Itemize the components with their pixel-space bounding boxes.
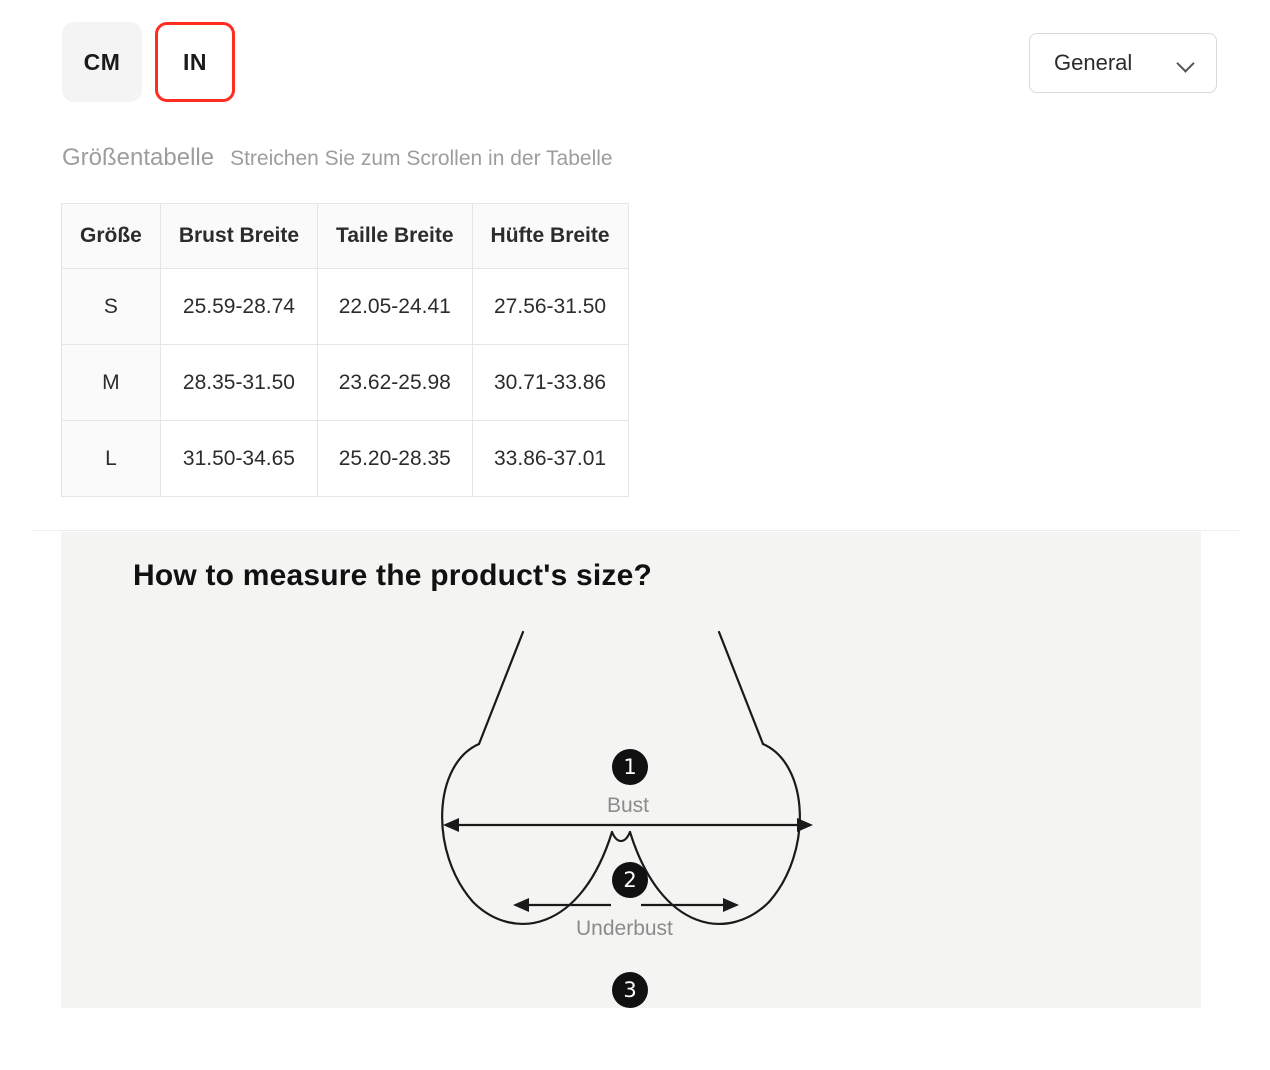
table-cell-size: S xyxy=(62,269,161,345)
table-cell-size: M xyxy=(62,345,161,421)
unit-button-in-label: IN xyxy=(183,48,207,75)
table-cell-size: L xyxy=(62,421,161,497)
step-badge-1: 1 xyxy=(612,749,648,785)
table-cell: 31.50-34.65 xyxy=(160,421,317,497)
measurement-guide-image xyxy=(61,532,1201,1008)
table-cell: 22.05-24.41 xyxy=(318,269,473,345)
table-row xyxy=(62,421,629,497)
section-divider xyxy=(31,530,1239,531)
unit-toggle-group xyxy=(62,22,235,102)
bust-label: Bust xyxy=(607,794,650,817)
step-badge-2: 2 xyxy=(612,862,648,898)
table-cell: 27.56-31.50 xyxy=(472,269,628,345)
table-cell: 30.71-33.86 xyxy=(472,345,628,421)
table-header-row xyxy=(62,204,629,269)
table-caption xyxy=(62,144,613,172)
table-cell: 33.86-37.01 xyxy=(472,421,628,497)
step-badge-3: 3 xyxy=(612,972,648,1008)
underbust-label: Underbust xyxy=(576,917,673,940)
measurement-guide-title: How to measure the product's size? xyxy=(133,559,653,592)
table-header-cell: Hüfte Breite xyxy=(472,204,628,269)
table-header-cell: Größe xyxy=(62,204,161,269)
unit-button-cm[interactable] xyxy=(62,22,142,102)
table-cell: 25.59-28.74 xyxy=(160,269,317,345)
category-dropdown[interactable] xyxy=(1029,33,1217,93)
table-cell: 25.20-28.35 xyxy=(318,421,473,497)
size-table xyxy=(61,203,629,497)
scroll-hint: Streichen Sie zum Scrollen in der Tabelle xyxy=(230,147,613,170)
unit-button-cm-label: CM xyxy=(83,48,121,75)
table-header-cell: Brust Breite xyxy=(160,204,317,269)
chevron-down-icon xyxy=(1178,54,1196,72)
table-header-cell: Taille Breite xyxy=(318,204,473,269)
size-chart-title: Größentabelle xyxy=(62,144,215,171)
table-cell: 23.62-25.98 xyxy=(318,345,473,421)
unit-button-in[interactable] xyxy=(155,22,235,102)
table-cell: 28.35-31.50 xyxy=(160,345,317,421)
table-row xyxy=(62,269,629,345)
size-table-wrapper[interactable] xyxy=(61,203,629,497)
table-row xyxy=(62,345,629,421)
category-dropdown-label: General xyxy=(1054,50,1133,75)
